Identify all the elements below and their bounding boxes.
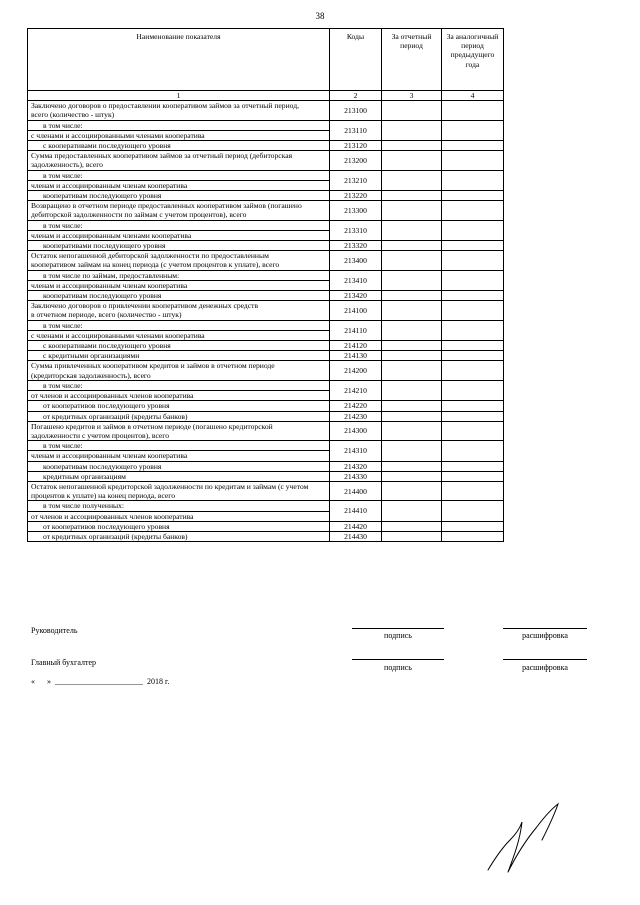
current-value-cell[interactable] xyxy=(382,351,442,361)
row-code: 213300 xyxy=(330,201,382,220)
indicator-name-line: с членами и ассоциированными членами кооператива xyxy=(31,130,205,140)
current-value-cell[interactable] xyxy=(382,481,442,500)
indicator-name xyxy=(28,451,330,461)
row-code: 214430 xyxy=(330,531,382,541)
column-number: 1 xyxy=(28,91,330,101)
table-row xyxy=(28,361,504,380)
table-row xyxy=(28,170,504,180)
row-code: 213200 xyxy=(330,151,382,170)
row-code: 214420 xyxy=(330,521,382,531)
indicator-name-line: кредитным организациям xyxy=(43,471,126,481)
indicator-name xyxy=(28,380,330,390)
head-decoding-line[interactable] xyxy=(503,628,587,629)
header-name: Наименование показателя xyxy=(28,29,330,91)
indicator-name xyxy=(28,101,330,120)
current-value-cell[interactable] xyxy=(382,380,442,400)
indicator-name-line: Заключено договоров о предоставлении кооперативом займов за отчетный период, xyxy=(31,101,299,111)
indicator-name-line: кооперативам последующего уровня xyxy=(43,291,162,301)
table-row xyxy=(28,461,504,471)
header-code: Коды xyxy=(330,29,382,91)
table-row xyxy=(28,521,504,531)
previous-value-cell[interactable] xyxy=(442,320,504,340)
table-row xyxy=(28,411,504,421)
indicator-name-line: Заключено договоров о привлечении кооперативом денежных средств xyxy=(31,301,259,311)
indicator-name xyxy=(28,301,330,320)
indicator-name-line: Сумма привлеченных кооперативом кредитов и займов в отчетном периоде xyxy=(31,361,275,371)
indicator-name xyxy=(28,441,330,451)
row-code: 214300 xyxy=(330,421,382,440)
indicator-name-line: в том числе по займам, предоставленным: xyxy=(43,270,180,280)
previous-value-cell[interactable] xyxy=(442,120,504,140)
previous-value-cell[interactable] xyxy=(442,270,504,290)
indicator-name xyxy=(28,461,330,471)
indicator-name xyxy=(28,401,330,411)
indicator-name xyxy=(28,270,330,280)
previous-value-cell[interactable] xyxy=(442,101,504,120)
column-number: 2 xyxy=(330,91,382,101)
row-code: 213400 xyxy=(330,251,382,270)
indicator-name-line: членам и ассоциированным членам кооператива xyxy=(31,451,188,461)
row-code: 214130 xyxy=(330,351,382,361)
current-value-cell[interactable] xyxy=(382,411,442,421)
indicator-name-line: кооперативом займам на конец периода (с учетом процентов к уплате), всего xyxy=(31,260,280,270)
table-row xyxy=(28,291,504,301)
current-value-cell[interactable] xyxy=(382,191,442,201)
table-row xyxy=(28,201,504,220)
row-code: 214410 xyxy=(330,501,382,521)
indicator-name-line: в том числе: xyxy=(43,170,83,180)
previous-value-cell[interactable] xyxy=(442,471,504,481)
indicator-name xyxy=(28,251,330,270)
previous-value-cell[interactable] xyxy=(442,380,504,400)
indicator-name-line: Остаток непогашенной кредиторской задолженности по кредитам и займам (с учетом xyxy=(31,481,309,491)
row-code: 213100 xyxy=(330,101,382,120)
indicator-name xyxy=(28,330,330,340)
row-code: 213410 xyxy=(330,270,382,290)
indicator-name xyxy=(28,361,330,380)
handwritten-signature xyxy=(480,800,590,880)
row-code: 214120 xyxy=(330,341,382,351)
table-row xyxy=(28,151,504,170)
table-row xyxy=(28,421,504,440)
current-value-cell[interactable] xyxy=(382,141,442,151)
indicator-name xyxy=(28,411,330,421)
indicator-name xyxy=(28,230,330,240)
table-row xyxy=(28,481,504,500)
indicator-name-line: в том числе: xyxy=(43,441,83,451)
row-code: 213320 xyxy=(330,241,382,251)
row-code: 213310 xyxy=(330,220,382,240)
accountant-decoding-line[interactable] xyxy=(503,659,587,660)
indicator-name-line: кооперативам последующего уровня xyxy=(43,191,162,201)
indicator-name-line: (кредиторская задолженность), всего xyxy=(31,370,151,380)
table-row xyxy=(28,351,504,361)
table-row xyxy=(28,141,504,151)
report-table xyxy=(27,28,504,542)
current-value-cell[interactable] xyxy=(382,521,442,531)
current-value-cell[interactable] xyxy=(382,151,442,170)
indicator-name xyxy=(28,220,330,230)
previous-value-cell[interactable] xyxy=(442,531,504,541)
indicator-name xyxy=(28,130,330,140)
row-code: 214230 xyxy=(330,411,382,421)
indicator-name xyxy=(28,531,330,541)
table-row xyxy=(28,251,504,270)
row-code: 214400 xyxy=(330,481,382,500)
current-value-cell[interactable] xyxy=(382,270,442,290)
indicator-name-line: членам и ассоциированным членам кооператива xyxy=(31,280,188,290)
indicator-name-line: членам и ассоциированным членам кооператива xyxy=(31,180,188,190)
current-value-cell[interactable] xyxy=(382,401,442,411)
previous-value-cell[interactable] xyxy=(442,141,504,151)
current-value-cell[interactable] xyxy=(382,501,442,521)
indicator-name xyxy=(28,120,330,130)
previous-value-cell[interactable] xyxy=(442,481,504,500)
current-value-cell[interactable] xyxy=(382,120,442,140)
current-value-cell[interactable] xyxy=(382,220,442,240)
previous-value-cell[interactable] xyxy=(442,361,504,380)
table-row xyxy=(28,441,504,451)
current-value-cell[interactable] xyxy=(382,201,442,220)
indicator-name xyxy=(28,391,330,401)
table-row xyxy=(28,301,504,320)
indicator-name-line: Сумма предоставленных кооперативом займов за отчетный период (дебиторская xyxy=(31,151,293,161)
accountant-decoding-caption: расшифровка xyxy=(522,663,568,672)
accountant-signature-line[interactable] xyxy=(352,659,444,660)
indicator-name-line: в том числе: xyxy=(43,380,83,390)
table-row xyxy=(28,531,504,541)
indicator-name xyxy=(28,180,330,190)
row-code: 214200 xyxy=(330,361,382,380)
indicator-name-line: от кредитных организаций (кредиты банков) xyxy=(43,531,188,541)
table-row xyxy=(28,191,504,201)
row-code: 213120 xyxy=(330,141,382,151)
table-row xyxy=(28,270,504,280)
row-code: 214320 xyxy=(330,461,382,471)
current-value-cell[interactable] xyxy=(382,361,442,380)
column-number: 4 xyxy=(442,91,504,101)
previous-value-cell[interactable] xyxy=(442,301,504,320)
row-code: 213210 xyxy=(330,170,382,190)
indicator-name-line: в отчетном периоде, всего (количество - штук) xyxy=(31,310,182,320)
previous-value-cell[interactable] xyxy=(442,441,504,461)
previous-value-cell[interactable] xyxy=(442,170,504,190)
indicator-name-line: с членами и ассоциированными членами кооператива xyxy=(31,330,205,340)
indicator-name-line: Возвращено в отчетном периоде предоставленных кооперативом займов (погашено xyxy=(31,201,302,211)
table-row xyxy=(28,320,504,330)
indicator-name xyxy=(28,291,330,301)
row-code: 214100 xyxy=(330,301,382,320)
previous-value-cell[interactable] xyxy=(442,461,504,471)
indicator-name-line: с кооперативами последующего уровня xyxy=(43,141,171,151)
indicator-name-line: в том числе полученных: xyxy=(43,501,125,511)
row-code: 214210 xyxy=(330,380,382,400)
previous-value-cell[interactable] xyxy=(442,501,504,521)
header-current-period: За отчетный период xyxy=(382,29,442,91)
table-row xyxy=(28,220,504,230)
indicator-name xyxy=(28,421,330,440)
indicator-name xyxy=(28,471,330,481)
row-code: 214220 xyxy=(330,401,382,411)
table-row xyxy=(28,101,504,120)
indicator-name xyxy=(28,241,330,251)
indicator-name-line: Остаток непогашенной дебиторской задолженности по предоставленным xyxy=(31,251,269,261)
previous-value-cell[interactable] xyxy=(442,401,504,411)
previous-value-cell[interactable] xyxy=(442,411,504,421)
current-value-cell[interactable] xyxy=(382,461,442,471)
row-code: 213420 xyxy=(330,291,382,301)
current-value-cell[interactable] xyxy=(382,291,442,301)
previous-value-cell[interactable] xyxy=(442,201,504,220)
indicator-name-line: от кооперативов последующего уровня xyxy=(43,521,170,531)
previous-value-cell[interactable] xyxy=(442,421,504,440)
date-line: « » ______________________ 2018 г. xyxy=(31,677,170,686)
row-code: 214110 xyxy=(330,320,382,340)
current-value-cell[interactable] xyxy=(382,101,442,120)
previous-value-cell[interactable] xyxy=(442,291,504,301)
indicator-name xyxy=(28,341,330,351)
indicator-name-line: дебиторской задолженности по займам с учетом процентов), всего xyxy=(31,210,247,220)
current-value-cell[interactable] xyxy=(382,251,442,270)
previous-value-cell[interactable] xyxy=(442,241,504,251)
indicator-name xyxy=(28,141,330,151)
head-label: Руководитель xyxy=(31,626,78,635)
current-value-cell[interactable] xyxy=(382,421,442,440)
indicator-name-line: от членов и ассоциированных членов кооператива xyxy=(31,511,194,521)
indicator-name-line: от кредитных организаций (кредиты банков) xyxy=(43,411,188,421)
row-code: 214330 xyxy=(330,471,382,481)
row-code: 214310 xyxy=(330,441,382,461)
table-row xyxy=(28,471,504,481)
indicator-name-line: с кредитными организациями xyxy=(43,351,140,361)
accountant-signature-caption: подпись xyxy=(384,663,412,672)
header-previous-period: За аналогичный период предыдущего года xyxy=(442,29,504,91)
current-value-cell[interactable] xyxy=(382,341,442,351)
current-value-cell[interactable] xyxy=(382,441,442,461)
current-value-cell[interactable] xyxy=(382,531,442,541)
indicator-name xyxy=(28,151,330,170)
row-code: 213220 xyxy=(330,191,382,201)
previous-value-cell[interactable] xyxy=(442,251,504,270)
indicator-name xyxy=(28,511,330,521)
previous-value-cell[interactable] xyxy=(442,351,504,361)
indicator-name-line: процентов к уплате) на конец периода, всего xyxy=(31,491,176,501)
indicator-name xyxy=(28,280,330,290)
current-value-cell[interactable] xyxy=(382,301,442,320)
indicator-name xyxy=(28,481,330,500)
previous-value-cell[interactable] xyxy=(442,151,504,170)
table-row xyxy=(28,401,504,411)
current-value-cell[interactable] xyxy=(382,471,442,481)
indicator-name-line: задолженности с учетом процентов), всего xyxy=(31,430,170,440)
table-row xyxy=(28,380,504,390)
indicator-name xyxy=(28,170,330,180)
indicator-name-line: кооперативами последующего уровня xyxy=(43,241,166,251)
current-value-cell[interactable] xyxy=(382,170,442,190)
indicator-name-line: от кооперативов последующего уровня xyxy=(43,401,170,411)
indicator-name-line: в том числе: xyxy=(43,220,83,230)
table-row xyxy=(28,341,504,351)
indicator-name-line: в том числе: xyxy=(43,320,83,330)
indicator-name-line: с кооперативами последующего уровня xyxy=(43,341,171,351)
indicator-name-line: задолженность), всего xyxy=(31,160,103,170)
previous-value-cell[interactable] xyxy=(442,341,504,351)
column-number: 3 xyxy=(382,91,442,101)
indicator-name-line: Погашено кредитов и займов в отчетном периоде (погашено кредиторской xyxy=(31,421,273,431)
indicator-name-line: в том числе: xyxy=(43,120,83,130)
previous-value-cell[interactable] xyxy=(442,220,504,240)
previous-value-cell[interactable] xyxy=(442,191,504,201)
indicator-name xyxy=(28,320,330,330)
indicator-name xyxy=(28,201,330,220)
indicator-name-line: всего (количество - штук) xyxy=(31,110,115,120)
head-decoding-caption: расшифровка xyxy=(522,631,568,640)
current-value-cell[interactable] xyxy=(382,241,442,251)
indicator-name xyxy=(28,191,330,201)
table-body xyxy=(28,101,504,542)
accountant-label: Главный бухгалтер xyxy=(31,658,96,667)
indicator-name xyxy=(28,521,330,531)
indicator-name-line: членам и ассоциированным членами кооператива xyxy=(31,230,192,240)
indicator-name-line: от членов и ассоциированных членов кооператива xyxy=(31,391,194,401)
previous-value-cell[interactable] xyxy=(442,521,504,531)
head-signature-line[interactable] xyxy=(352,628,444,629)
indicator-name xyxy=(28,501,330,511)
head-signature-caption: подпись xyxy=(384,631,412,640)
table-row xyxy=(28,501,504,511)
indicator-name-line: кооперативам последующего уровня xyxy=(43,461,162,471)
current-value-cell[interactable] xyxy=(382,320,442,340)
page-number: 38 xyxy=(315,11,325,21)
table-row xyxy=(28,120,504,130)
table-row xyxy=(28,241,504,251)
row-code: 213110 xyxy=(330,120,382,140)
indicator-name xyxy=(28,351,330,361)
